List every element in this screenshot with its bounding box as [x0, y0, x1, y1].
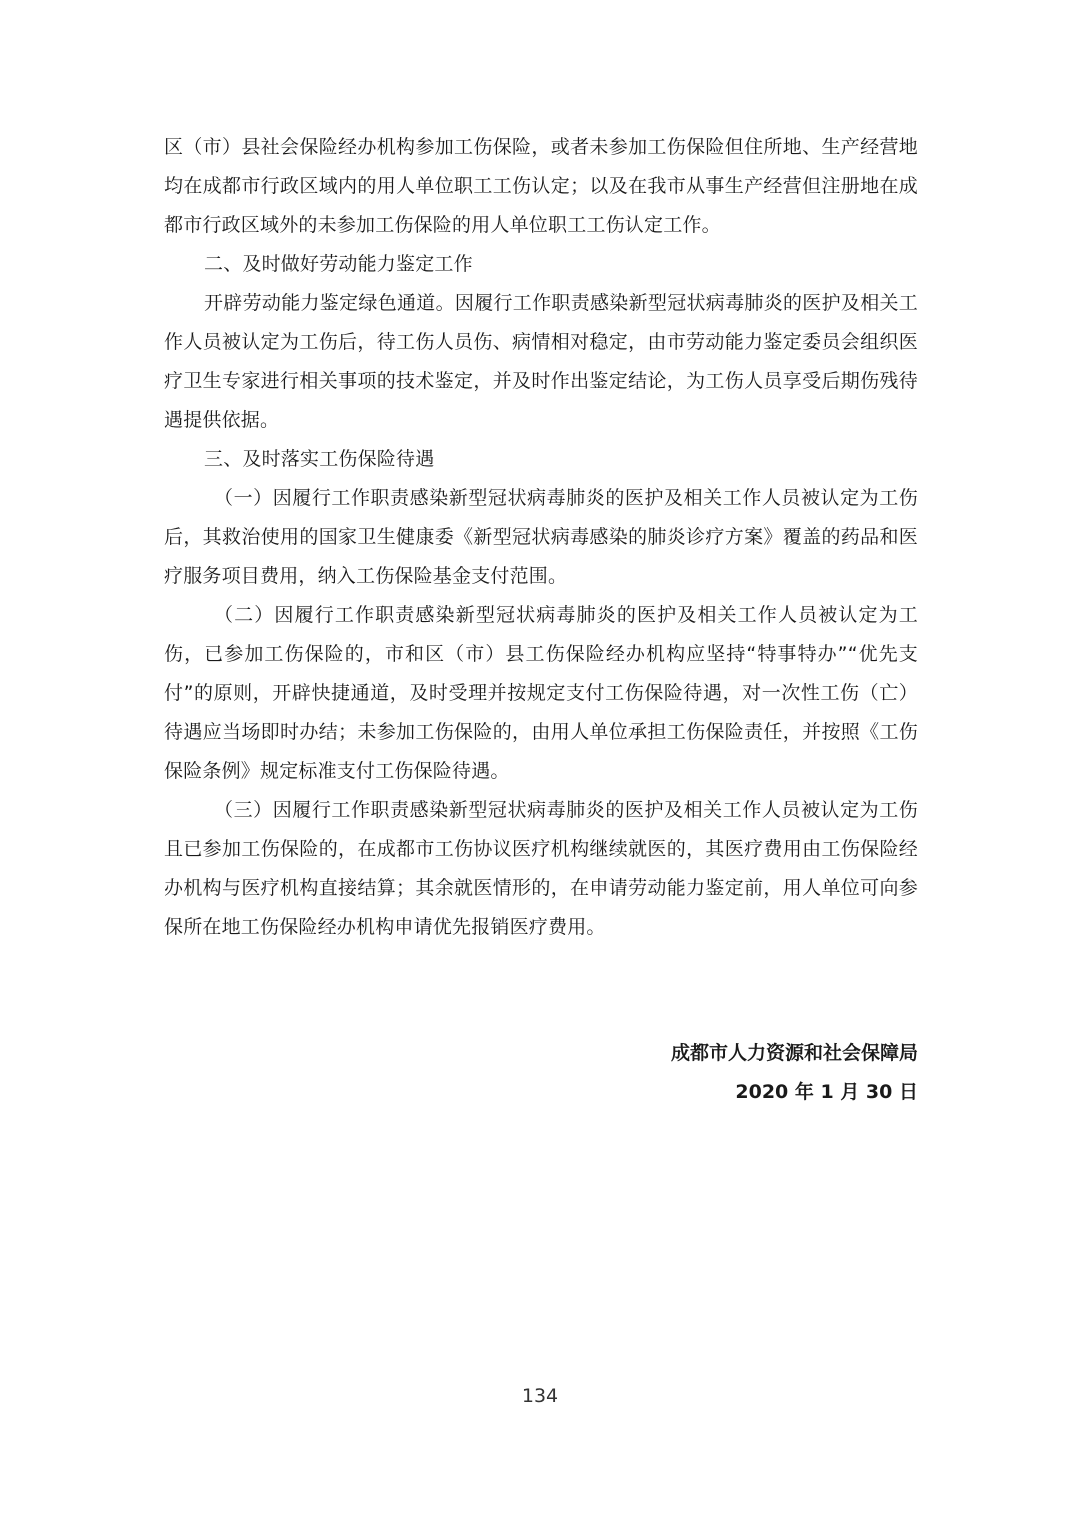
signature-date: 2020 年 1 月 30 日	[735, 1081, 918, 1103]
paragraph-item-1: （一）因履行工作职责感染新型冠状病毒肺炎的医护及相关工作人员被认定为工伤后，其救治使用的国家卫生健康委《新型冠状病毒感染的肺炎诊疗方案》覆盖的药品和医疗服务项目费用，纳入工伤保险基金支付范围。	[164, 487, 918, 587]
section-heading-2: 二、及时做好劳动能力鉴定工作	[204, 253, 473, 275]
paragraph-assessment: 开辟劳动能力鉴定绿色通道。因履行工作职责感染新型冠状病毒肺炎的医护及相关工作人员被认定为工伤后，待工伤人员伤、病情相对稳定，由市劳动能力鉴定委员会组织医疗卫生专家进行相关事项的技术鉴定，并及时作出鉴定结论，为工伤人员享受后期伤残待遇提供依据。	[164, 292, 918, 431]
signature-block	[671, 1034, 918, 1112]
paragraph-item-2: （二）因履行工作职责感染新型冠状病毒肺炎的医护及相关工作人员被认定为工伤，已参加工伤保险的，市和区（市）县工伤保险经办机构应坚持“特事特办”“优先支付”的原则，开辟快捷通道，及时受理并按规定支付工伤保险待遇，对一次性工伤（亡）待遇应当场即时办结；未参加工伤保险的，由用人单位承担工伤保险责任，并按照《工伤保险条例》规定标准支付工伤保险待遇。	[164, 604, 918, 782]
page-number: 134	[521, 1385, 559, 1407]
section-heading-3: 三、及时落实工伤保险待遇	[204, 448, 435, 470]
paragraph-continuation: 区（市）县社会保险经办机构参加工伤保险，或者未参加工伤保险但住所地、生产经营地均在成都市行政区域内的用人单位职工工伤认定；以及在我市从事生产经营但注册地在成都市行政区域外的未参加工伤保险的用人单位职工工伤认定工作。	[164, 136, 918, 236]
signature-organization: 成都市人力资源和社会保障局	[670, 1042, 918, 1064]
paragraph-item-3: （三）因履行工作职责感染新型冠状病毒肺炎的医护及相关工作人员被认定为工伤且已参加工伤保险的，在成都市工伤协议医疗机构继续就医的，其医疗费用由工伤保险经办机构与医疗机构直接结算；其余就医情形的，在申请劳动能力鉴定前，用人单位可向参保所在地工伤保险经办机构申请优先报销医疗费用。	[164, 799, 918, 938]
document-body	[164, 128, 918, 947]
